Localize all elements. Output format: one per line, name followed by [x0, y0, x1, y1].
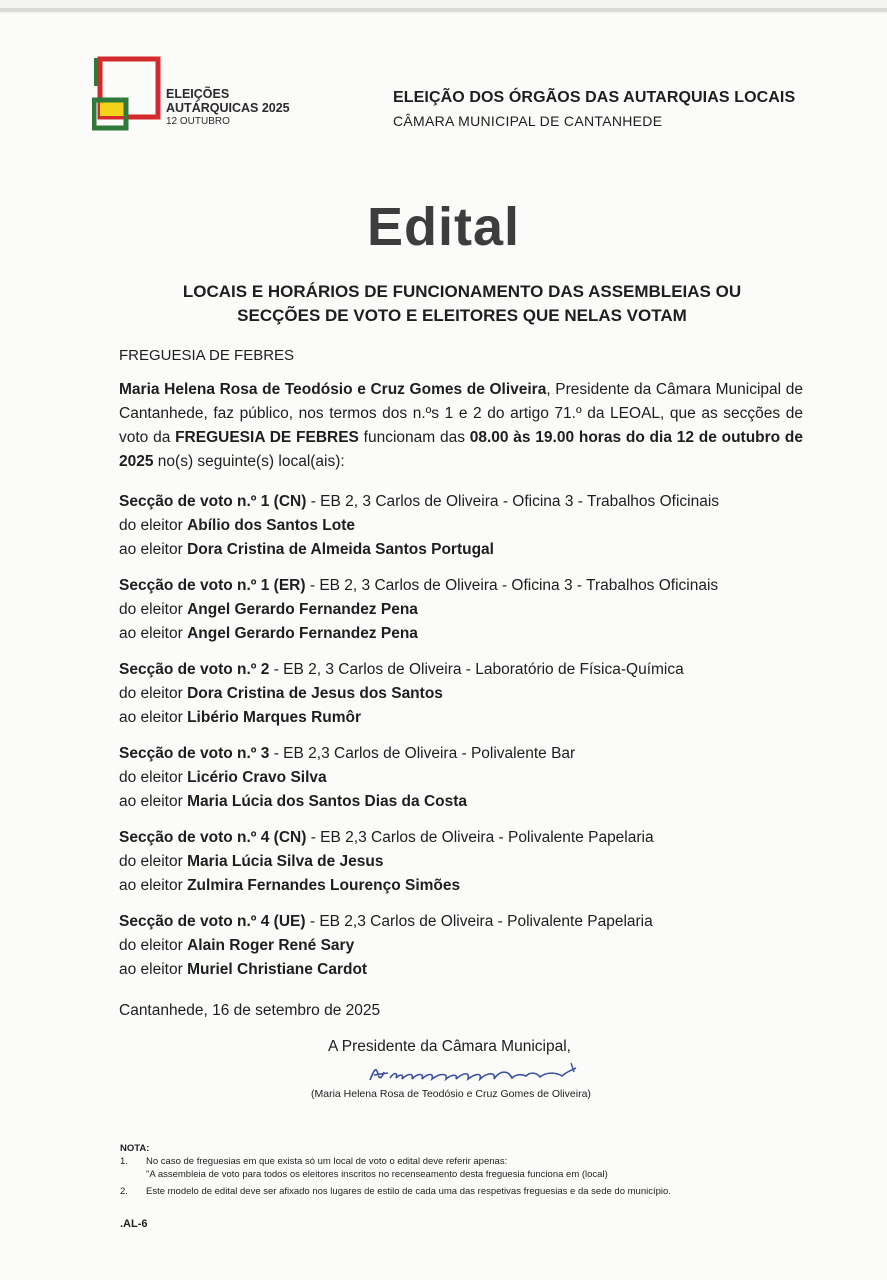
intro-freguesia: FREGUESIA DE FEBRES: [175, 429, 359, 446]
note-text: No caso de freguesias em que exista só um local de voto o edital deve referir apenas:: [146, 1156, 508, 1167]
note-item: [120, 1185, 810, 1198]
intro-hours: 08.00 às 19.00 horas do dia 12 de outubro de 2025: [119, 429, 803, 470]
section-heading: [119, 490, 809, 514]
section-from: [119, 766, 809, 790]
to-prefix: ao eleitor: [119, 877, 188, 894]
logo-line-3: 12 OUTUBRO: [166, 116, 230, 127]
voting-section: [119, 490, 809, 562]
signature-icon: [366, 1060, 586, 1088]
section-location: - EB 2,3 Carlos de Oliveira - Polivalente Papelaria: [305, 913, 653, 930]
document-title: Edital: [366, 197, 521, 257]
logo-text: [166, 87, 290, 129]
to-prefix: ao eleitor: [119, 625, 188, 642]
form-code: .AL-6: [120, 1218, 148, 1230]
to-prefix: ao eleitor: [119, 793, 188, 810]
to-voter: Zulmira Fernandes Lourenço Simões: [187, 877, 461, 894]
from-voter: Alain Roger René Sary: [187, 937, 355, 954]
section-label: Secção de voto n.º 2: [119, 661, 270, 678]
section-label: Secção de voto n.º 4 (UE): [119, 913, 306, 930]
from-voter: Dora Cristina de Jesus dos Santos: [187, 685, 443, 702]
date-line: Cantanhede, 16 de setembro de 2025: [119, 1002, 381, 1019]
voting-section: [119, 910, 809, 982]
from-prefix: do eleitor: [119, 853, 188, 870]
section-to: [119, 790, 809, 814]
section-from: [119, 934, 809, 958]
section-heading: [119, 910, 809, 934]
note-number: 1.: [120, 1156, 128, 1167]
voting-section: [119, 742, 809, 814]
note-item: [120, 1155, 810, 1168]
section-location: - EB 2, 3 Carlos de Oliveira - Oficina 3 - Trabalhos Oficinais: [306, 493, 720, 510]
header-subtitle: [393, 113, 662, 129]
section-to: [119, 958, 809, 982]
subtitle-line-1: LOCAIS E HORÁRIOS DE FUNCIONAMENTO DAS ASSEMBLEIAS OU: [182, 282, 742, 301]
section-label: Secção de voto n.º 1 (ER): [119, 577, 306, 594]
to-voter: Dora Cristina de Almeida Santos Portugal: [187, 541, 494, 558]
from-voter: Angel Gerardo Fernandez Pena: [187, 601, 418, 618]
to-voter: Libério Marques Rumôr: [187, 709, 362, 726]
intro-text-2: funcionam das: [358, 429, 470, 446]
voting-section: [119, 658, 809, 730]
to-prefix: ao eleitor: [119, 961, 188, 978]
section-label: Secção de voto n.º 1 (CN): [119, 493, 307, 510]
logo-line-2: AUTÁRQUICAS 2025: [166, 101, 290, 115]
president-name: Maria Helena Rosa de Teodósio e Cruz Gomes de Oliveira: [119, 381, 547, 398]
section-location: - EB 2, 3 Carlos de Oliveira - Laboratório de Física-Química: [269, 661, 684, 678]
logo-line-1: ELEIÇÕES: [166, 87, 230, 101]
from-voter: Licério Cravo Silva: [187, 769, 327, 786]
section-location: - EB 2, 3 Carlos de Oliveira - Oficina 3 - Trabalhos Oficinais: [305, 577, 719, 594]
section-label: Secção de voto n.º 4 (CN): [119, 829, 307, 846]
president-name-caption: (Maria Helena Rosa de Teodósio e Cruz Gomes de Oliveira): [311, 1088, 591, 1100]
president-title: A Presidente da Câmara Municipal,: [328, 1038, 571, 1055]
from-prefix: do eleitor: [119, 517, 188, 534]
header-municipality: CANTANHEDE: [563, 113, 663, 129]
from-prefix: do eleitor: [119, 769, 188, 786]
section-from: [119, 598, 809, 622]
section-from: [119, 850, 809, 874]
note-block: [120, 1142, 810, 1198]
note-text: "A assembleia de voto para todos os eleitores inscritos no recenseamento desta freguesia funciona em (local): [146, 1169, 608, 1180]
section-from: [119, 514, 809, 538]
subtitle-line-2: SECÇÕES DE VOTO E ELEITORES QUE NELAS VOTAM: [237, 306, 687, 325]
from-voter: Maria Lúcia Silva de Jesus: [187, 853, 384, 870]
from-voter: Abílio dos Santos Lote: [187, 517, 355, 534]
note-number: 2.: [120, 1186, 128, 1197]
to-voter: Muriel Christiane Cardot: [187, 961, 368, 978]
intro-text-3: no(s) seguinte(s) local(ais):: [153, 453, 345, 470]
to-prefix: ao eleitor: [119, 541, 188, 558]
section-to: [119, 622, 809, 646]
intro-paragraph: [119, 378, 803, 474]
note-number: [120, 1168, 146, 1181]
section-from: [119, 682, 809, 706]
to-voter: Angel Gerardo Fernandez Pena: [187, 625, 418, 642]
section-location: - EB 2,3 Carlos de Oliveira - Polivalente Papelaria: [306, 829, 654, 846]
intro-text-1: , Presidente da Câmara Municipal de Cantanhede, faz público, nos termos dos n.ºs 1 e 2 do artigo 71.º da LEOAL, que as secções de voto da: [119, 381, 803, 446]
note-heading: NOTA:: [120, 1143, 150, 1154]
section-to: [119, 874, 809, 898]
section-heading: [119, 574, 809, 598]
section-label: Secção de voto n.º 3: [119, 745, 270, 762]
from-prefix: do eleitor: [119, 601, 188, 618]
scan-top-edge: [0, 8, 887, 12]
header-subtitle-prefix: CÂMARA MUNICIPAL DE: [393, 113, 564, 129]
section-heading: [119, 658, 809, 682]
to-voter: Maria Lúcia dos Santos Dias da Costa: [187, 793, 468, 810]
section-heading: [119, 742, 809, 766]
voting-section: [119, 574, 809, 646]
freguesia-label: FREGUESIA DE FEBRES: [119, 347, 295, 364]
document-subtitle: [0, 280, 887, 328]
section-location: - EB 2,3 Carlos de Oliveira - Polivalente Bar: [269, 745, 576, 762]
note-item: [120, 1168, 810, 1181]
from-prefix: do eleitor: [119, 685, 188, 702]
voting-section: [119, 826, 809, 898]
section-to: [119, 706, 809, 730]
section-to: [119, 538, 809, 562]
header-title: ELEIÇÃO DOS ÓRGÃOS DAS AUTARQUIAS LOCAIS: [393, 89, 796, 106]
note-text: Este modelo de edital deve ser afixado nos lugares de estilo de cada uma das respetivas freguesias e da sede do município.: [146, 1186, 671, 1197]
elections-logo-icon: [92, 56, 164, 136]
from-prefix: do eleitor: [119, 937, 188, 954]
section-heading: [119, 826, 809, 850]
to-prefix: ao eleitor: [119, 709, 188, 726]
